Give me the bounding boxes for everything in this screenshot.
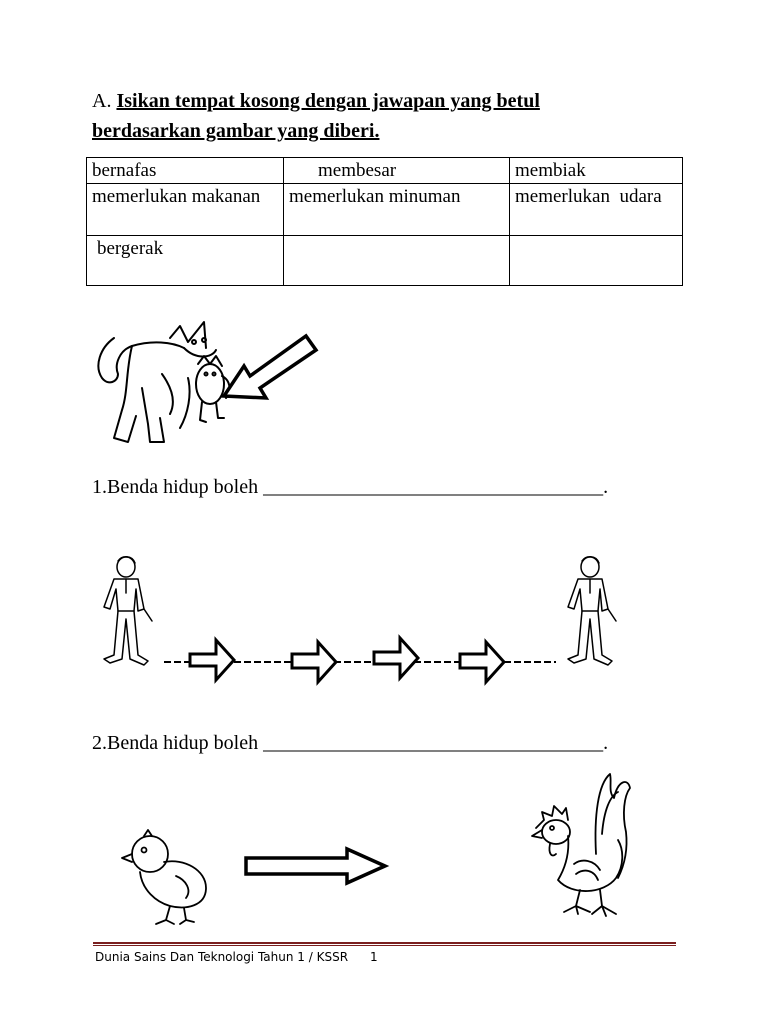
table-cell: memerlukan makanan: [87, 184, 284, 236]
footer: [95, 950, 378, 964]
boy-walking-image-start: [96, 555, 166, 670]
cat-with-kitten-image: [92, 318, 242, 450]
table-row: [87, 184, 683, 236]
section-letter: A.: [92, 90, 112, 112]
page-number: 1: [370, 950, 378, 964]
question-1: 1.Benda hidup boleh __________________________________.: [92, 476, 609, 498]
instruction-line-2: berdasarkan gambar yang diberi.: [92, 120, 380, 142]
growth-arrow-icon: [243, 846, 389, 886]
table-cell: bernafas: [87, 158, 284, 184]
question-2: 2.Benda hidup boleh __________________________________.: [92, 732, 609, 754]
pointer-arrow-icon: [222, 332, 320, 404]
table-cell: [510, 236, 683, 286]
movement-arrows: [160, 636, 560, 688]
rooster-image: [528, 770, 634, 922]
table-cell: [284, 236, 510, 286]
footer-rule: [93, 942, 676, 944]
table-cell: memerlukan udara: [510, 184, 683, 236]
footer-rule-thin: [93, 945, 676, 946]
table-cell: membiak: [510, 158, 683, 184]
instruction-heading: [92, 86, 692, 146]
table-cell: membesar: [284, 158, 510, 184]
table-row: [87, 236, 683, 286]
arrow-right-icon: [460, 642, 504, 682]
footer-title: Dunia Sains Dan Teknologi Tahun 1 / KSSR: [95, 950, 349, 964]
table-cell: memerlukan minuman: [284, 184, 510, 236]
boy-walking-image-end: [560, 555, 630, 670]
chick-image: [120, 828, 216, 926]
word-bank-table: [86, 157, 683, 286]
arrow-right-icon: [374, 638, 418, 678]
table-cell: bergerak: [87, 236, 284, 286]
table-row: [87, 158, 683, 184]
arrow-right-icon: [292, 642, 336, 682]
arrow-right-icon: [190, 640, 234, 680]
instruction-line-1: Isikan tempat kosong dengan jawapan yang betul: [116, 90, 540, 112]
